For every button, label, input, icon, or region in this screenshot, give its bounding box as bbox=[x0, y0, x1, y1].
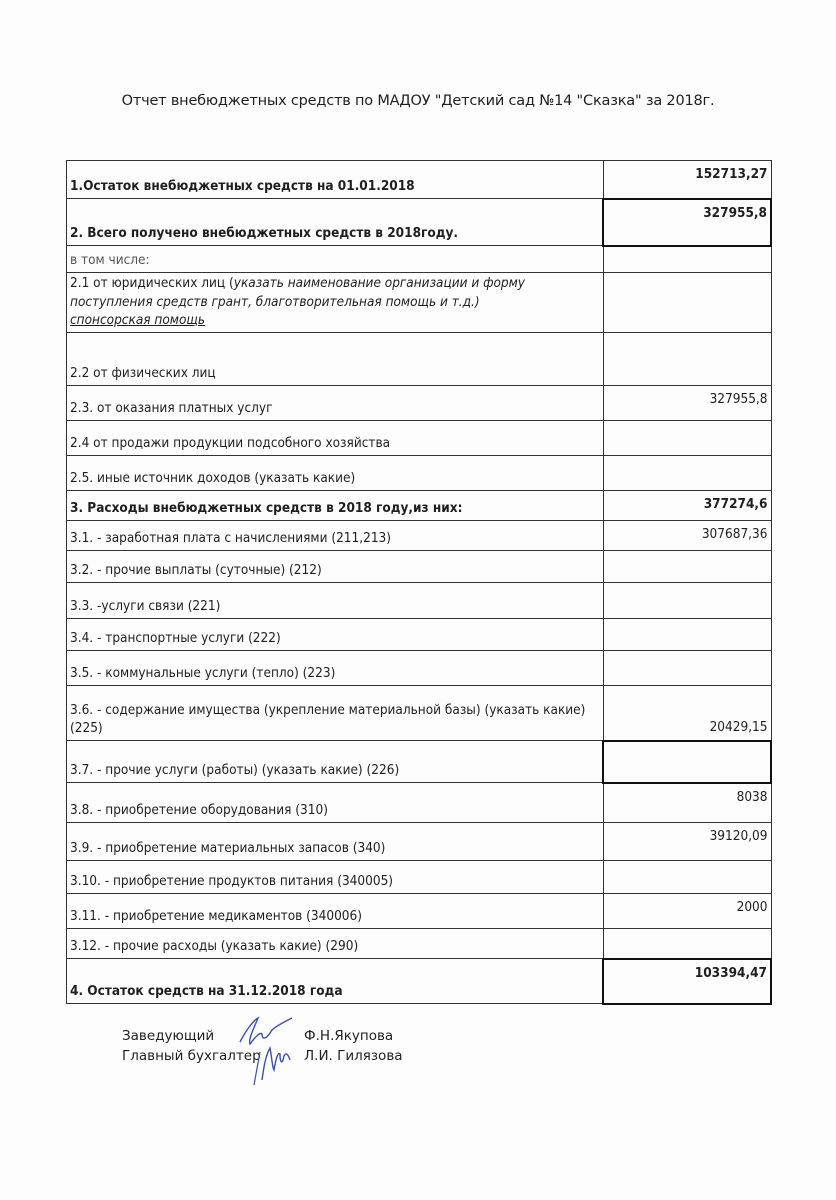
row-value: 377274,6 bbox=[603, 491, 771, 521]
row-value: 39120,09 bbox=[603, 823, 771, 861]
table-row bbox=[67, 386, 772, 421]
row-label: 3.3. -услуги связи (221) bbox=[67, 583, 604, 619]
table-row bbox=[67, 823, 772, 861]
table-row bbox=[67, 161, 772, 199]
table-row bbox=[67, 741, 772, 783]
signature-name: Л.И. Гилязова bbox=[304, 1048, 403, 1064]
table-row bbox=[67, 861, 772, 894]
table-row bbox=[67, 246, 772, 273]
row-value bbox=[603, 421, 771, 456]
row-value: 20429,15 bbox=[603, 686, 771, 741]
row-value bbox=[603, 741, 771, 783]
table-row bbox=[67, 551, 772, 583]
signature-name: Ф.Н.Якупова bbox=[304, 1028, 394, 1044]
table-row bbox=[67, 929, 772, 959]
row-label: 2.5. иные источник доходов (указать какие) bbox=[67, 456, 604, 491]
row-value bbox=[603, 619, 771, 651]
row-label: 3.9. - приобретение материальных запасов (340) bbox=[67, 823, 604, 861]
table-row bbox=[67, 583, 772, 619]
row-value bbox=[603, 583, 771, 619]
row-label: 2.2 от физических лиц bbox=[67, 333, 604, 386]
row-label: 2. Всего получено внебюджетных средств в 2018году. bbox=[67, 199, 604, 246]
row-label: 4. Остаток средств на 31.12.2018 года bbox=[67, 959, 604, 1004]
row-label: в том числе: bbox=[67, 246, 604, 273]
row-value bbox=[603, 929, 771, 959]
row-label: 3.2. - прочие выплаты (суточные) (212) bbox=[67, 551, 604, 583]
table-row bbox=[67, 421, 772, 456]
table-row bbox=[67, 521, 772, 551]
row-label: 1.Остаток внебюджетных средств на 01.01.2018 bbox=[67, 161, 604, 199]
row-value: 152713,27 bbox=[603, 161, 771, 199]
table-row bbox=[67, 651, 772, 686]
table-row bbox=[67, 456, 772, 491]
table-row bbox=[67, 619, 772, 651]
row-value: 8038 bbox=[603, 783, 771, 823]
row-label-main: 2.1 от юридических лиц ( bbox=[70, 275, 234, 292]
row-label: 3.6. - содержание имущества (укрепление материальной базы) (указать какие) (225) bbox=[67, 686, 604, 741]
row-label: 3.12. - прочие расходы (указать какие) (290) bbox=[67, 929, 604, 959]
report-table bbox=[66, 160, 772, 1005]
row-value: 103394,47 bbox=[603, 959, 771, 1004]
row-value bbox=[603, 456, 771, 491]
row-label: 3.11. - приобретение медикаментов (340006) bbox=[67, 894, 604, 929]
row-value bbox=[603, 246, 771, 273]
report-title: Отчет внебюджетных средств по МАДОУ "Детский сад №14 "Сказка" за 2018г. bbox=[121, 93, 715, 109]
table-row bbox=[67, 686, 772, 741]
table-row bbox=[67, 333, 772, 386]
row-value bbox=[603, 551, 771, 583]
row-label: 2.3. от оказания платных услуг bbox=[67, 386, 604, 421]
row-label: 2.4 от продажи продукции подсобного хозяйства bbox=[67, 421, 604, 456]
table-row bbox=[67, 783, 772, 823]
signature-role: Заведующий bbox=[122, 1028, 215, 1044]
row-label: 3.1. - заработная плата с начислениями (211,213) bbox=[67, 521, 604, 551]
handwritten-signature bbox=[232, 1010, 302, 1085]
row-value: 327955,8 bbox=[603, 386, 771, 421]
row-value bbox=[603, 861, 771, 894]
row-label: 3.4. - транспортные услуги (222) bbox=[67, 619, 604, 651]
row-label: 3.8. - приобретение оборудования (310) bbox=[67, 783, 604, 823]
table-row bbox=[67, 199, 772, 246]
row-value bbox=[603, 651, 771, 686]
row-label: 3. Расходы внебюджетных средств в 2018 году,из них: bbox=[67, 491, 604, 521]
row-value: 327955,8 bbox=[603, 199, 771, 246]
table-row bbox=[67, 273, 772, 333]
row-label-hint: указать наименование организации и форму поступления средств грант, благотворительная помощь и т.д.) bbox=[70, 275, 525, 310]
row-label-entry: спонсорская помощь bbox=[70, 311, 205, 328]
table-row bbox=[67, 959, 772, 1004]
row-label: 3.7. - прочие услуги (работы) (указать какие) (226) bbox=[67, 741, 604, 783]
row-value: 2000 bbox=[603, 894, 771, 929]
table-row bbox=[67, 491, 772, 521]
row-value bbox=[603, 273, 771, 333]
signature-role: Главный бухгалтер bbox=[122, 1048, 261, 1064]
row-value bbox=[603, 333, 771, 386]
row-label bbox=[67, 273, 604, 333]
table-row bbox=[67, 894, 772, 929]
row-label: 3.5. - коммунальные услуги (тепло) (223) bbox=[67, 651, 604, 686]
row-value: 307687,36 bbox=[603, 521, 771, 551]
row-label: 3.10. - приобретение продуктов питания (340005) bbox=[67, 861, 604, 894]
